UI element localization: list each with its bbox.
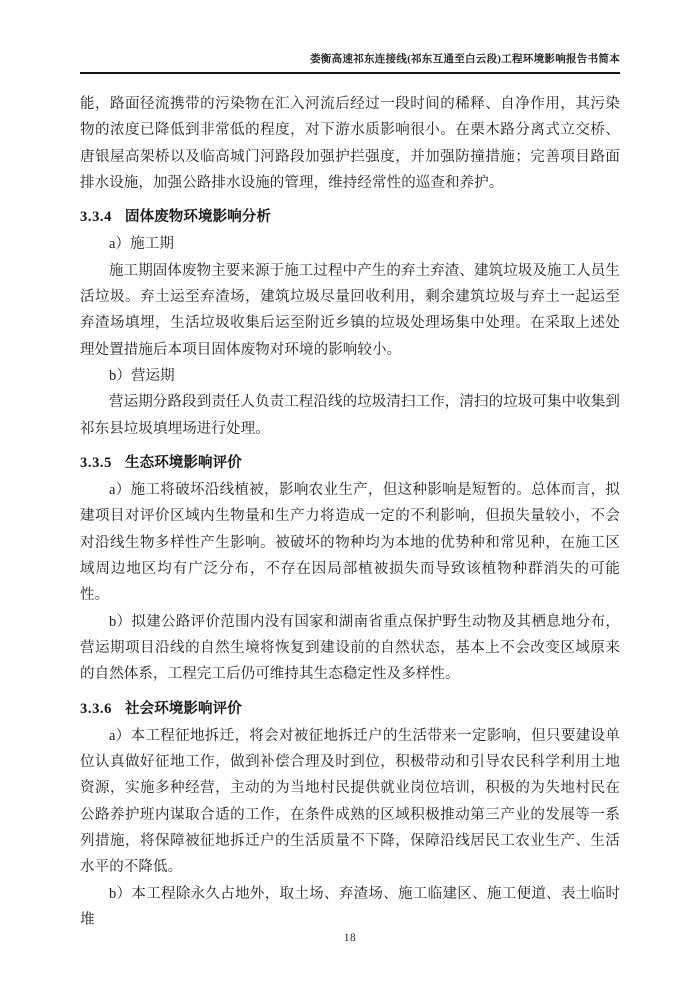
section-number: 3.3.6 <box>80 700 112 717</box>
paragraph-construction-waste: 施工期固体废物主要来源于施工过程中产生的弃土弃渣、建筑垃圾及施工人员生活垃圾。弃土运至弃渣场，建筑垃圾尽量回收利用，剩余建筑垃圾与弃土一起运至弃渣场填埋，生活垃圾收集后运至附近乡镇的垃圾处理场集中处理。在采取上述处理处置措施后本项目固体废物对环境的影响较小。 <box>80 262 620 358</box>
list-item-a-construction: a）施工期 <box>109 236 174 253</box>
section-heading-3-3-5 <box>80 450 620 476</box>
document-body <box>80 91 620 933</box>
section-number: 3.3.4 <box>80 209 112 226</box>
paragraph-social-a: a）本工程征地拆迁，将会对被征地拆迁户的生活带来一定影响，但只要建设单位认真做好征地工作，做到补偿合理及时到位，积极带动和引导农民科学利用土地资源，实施多种经营，主动的为当地村民提供就业岗位培训，积极的为失地村民在公路养护班内谋取合适的工作，在条件成熟的区域积极推动第三产业的发展等一系列措施，将保障被征地拆迁户的生活质量不下降，保障沿线居民工农业生产、生活水平的不降低。 <box>80 727 620 876</box>
section-title: 固体废物环境影响分析 <box>125 209 271 226</box>
paragraph-continuation: 能，路面径流携带的污染物在汇入河流后经过一段时间的稀释、自净作用，其污染物的浓度已降低到非常低的程度，对下游水质影响很小。在栗木路分离式立交桥、唐银屋高架桥以及临高城门河路段加强护拦强度，并加强防撞措施；完善项目路面排水设施，加强公路排水设施的管理，维持经常性的巡查和养护。 <box>80 96 620 191</box>
section-number: 3.3.5 <box>80 454 112 471</box>
section-title: 生态环境影响评价 <box>125 454 242 471</box>
page-footer <box>0 932 700 944</box>
list-item-b-operation: b）营运期 <box>109 367 175 384</box>
paragraph-ecology-b: b）拟建公路评价范围内没有国家和湖南省重点保护野生动物及其栖息地分布，营运期项目沿线的自然生境将恢复到建设前的自然状态，基本上不会改变区域原来的自然体系，工程完工后仍可维持其生态稳定性及多样性。 <box>80 613 620 683</box>
running-title: 娄衡高速祁东连接线(祁东互通至白云段)工程环境影响报告书简本 <box>310 54 620 65</box>
page-header <box>80 53 620 74</box>
paragraph-social-b: b）本工程除永久占地外，取土场、弃渣场、施工临建区、施工便道、表土临时堆 <box>80 885 620 928</box>
section-heading-3-3-6 <box>80 696 620 722</box>
paragraph-ecology-a: a）施工将破坏沿线植被，影响农业生产，但这种影响是短暂的。总体而言，拟建项目对评价区域内生物量和生产力将造成一定的不利影响，但损失量较小，不会对沿线生物多样性产生影响。被破坏的物种均为本地的优势种和常见种，在施工区域周边地区均有广泛分布，不存在因局部植被损失而导致该植物种群消失的可能性。 <box>80 482 620 604</box>
section-heading-3-3-4 <box>80 204 620 230</box>
page-number: 18 <box>343 932 357 944</box>
paragraph-operation-waste: 营运期分路段到责任人负责工程沿线的垃圾清扫工作，清扫的垃圾可集中收集到祁东县垃圾填埋场进行处理。 <box>80 394 620 437</box>
section-title: 社会环境影响评价 <box>125 700 242 717</box>
